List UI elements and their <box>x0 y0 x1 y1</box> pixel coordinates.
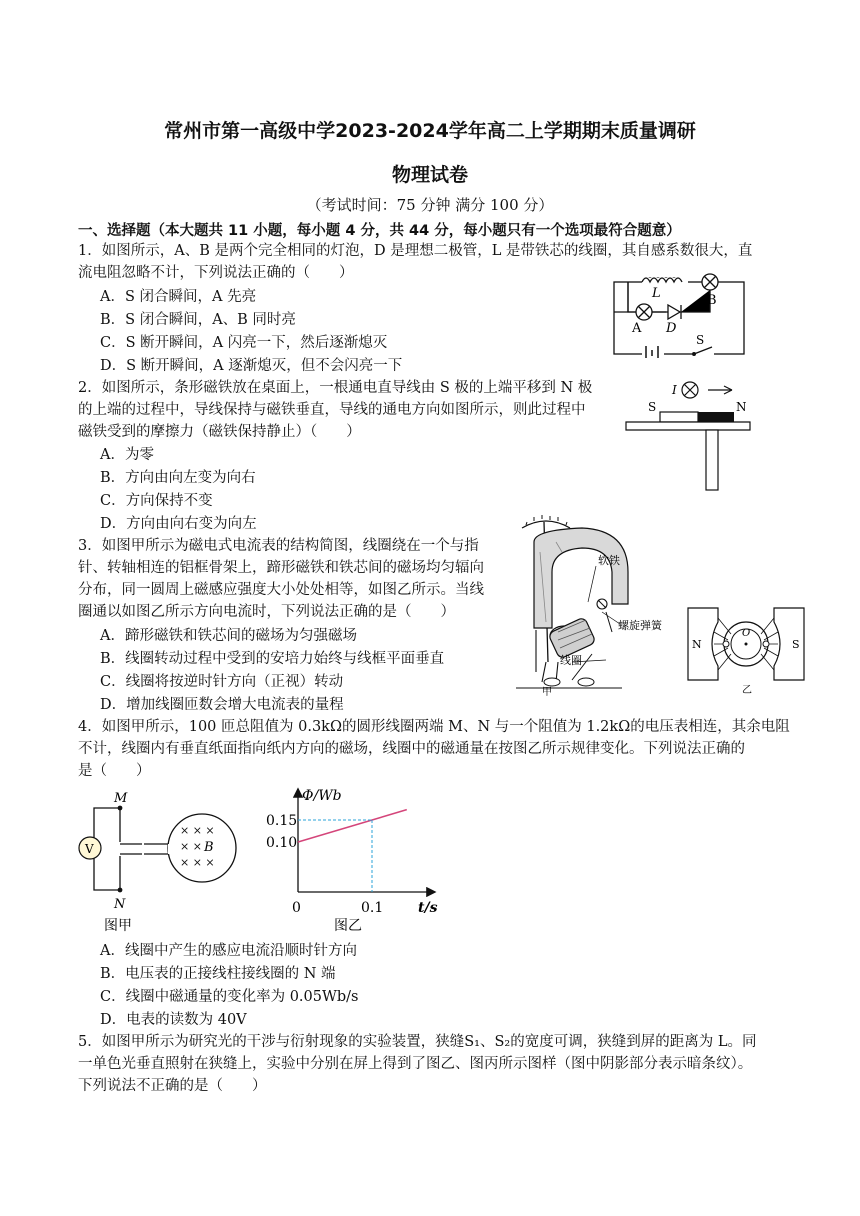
q3-label-yi: 乙 <box>742 685 752 696</box>
y-axis-label: Φ/Wb <box>302 788 342 804</box>
x-tick-label: 0 <box>292 900 301 916</box>
q2-option-a: A．为零 <box>100 447 154 463</box>
q2-line-2: 的上端的过程中，导线保持与磁铁垂直，导线的通电方向如图所示，则此过程中 <box>78 402 586 418</box>
q1-label-d: D <box>666 321 677 336</box>
q5-line-3: 下列说法不正确的是（ ） <box>78 1078 267 1094</box>
q3-label-s: S <box>792 638 800 651</box>
x-tick-label: 0.1 <box>361 900 384 916</box>
q1-option-a: A．S 闭合瞬间，A 先亮 <box>100 289 257 305</box>
q3-ammeter-figure-jia <box>512 512 682 698</box>
q4-line-2: 不计，线圈内有垂直纸面指向纸内方向的磁场，线圈中的磁通量在按图乙所示规律变化。下列说法正确的 <box>78 741 745 757</box>
q2-line-3: 磁铁受到的摩擦力（磁铁保持静止）（ ） <box>78 424 361 440</box>
q3-line-2: 针、转轴相连的铝框骨架上，蹄形磁铁和铁芯间的磁场均匀辐向 <box>78 560 484 576</box>
q2-magnet-figure <box>624 378 754 494</box>
q3-line-4: 圈通以如图乙所示方向电流时，下列说法正确的是（ ） <box>78 604 455 620</box>
q3-option-c: C．线圈将按逆时针方向（正视）转动 <box>100 674 344 690</box>
q1-option-c: C．S 断开瞬间，A 闪亮一下，然后逐渐熄灭 <box>100 335 388 351</box>
exam-info: （考试时间：75 分钟 满分 100 分） <box>306 196 554 214</box>
q4-option-d: D．电表的读数为 40V <box>100 1012 247 1028</box>
q4-label-n: N <box>114 897 126 912</box>
q3-option-d: D．增加线圈匝数会增大电流表的量程 <box>100 697 344 713</box>
svg-text:× × ×: × × × <box>180 856 215 869</box>
section-heading: 一、选择题（本大题共 11 小题，每小题 4 分，共 44 分，每小题只有一个选项最符合题意） <box>78 223 681 239</box>
q2-line-1: 2．如图所示，条形磁铁放在桌面上，一根通电直导线由 S 极的上端平移到 N 极 <box>78 380 593 396</box>
q1-option-d: D．S 断开瞬间，A 逐渐熄灭，但不会闪亮一下 <box>100 358 403 374</box>
flux-line <box>298 810 407 842</box>
q3-line-3: 分布，同一圆周上磁感应强度大小处处相等，如图乙所示。当线 <box>78 582 484 598</box>
q4-label-m: M <box>114 791 128 806</box>
q4-line-1: 4．如图甲所示，100 匝总阻值为 0.3kΩ的圆形线圈两端 M、N 与一个阻值为 1.2kΩ的电压表相连，其余电阻 <box>78 719 790 735</box>
q3-label-coil: 线圈 <box>560 654 582 667</box>
q4-option-c: C．线圈中磁通量的变化率为 0.05Wb/s <box>100 989 359 1005</box>
q2-option-d: D．方向由向右变为向左 <box>100 516 257 532</box>
q1-label-l: L <box>652 286 661 301</box>
y-tick-label: 0.15 <box>266 813 298 829</box>
q4-option-b: B．电压表的正接线柱接线圈的 N 端 <box>100 966 336 982</box>
q4-label-b: B <box>204 840 214 855</box>
q3-line-1: 3．如图甲所示为磁电式电流表的结构简图，线圈绕在一个与指 <box>78 538 479 554</box>
q2-label-n: N <box>736 400 747 414</box>
q4-option-a: A．线圈中产生的感应电流沿顺时针方向 <box>100 943 357 959</box>
q2-label-i: I <box>672 383 677 397</box>
q3-label-o: O <box>742 628 751 639</box>
q1-line-2: 流电阻忽略不计，下列说法正确的（ ） <box>78 265 354 281</box>
q3-label-soft-iron: 软铁 <box>598 554 620 567</box>
q3-label-n: N <box>692 638 702 651</box>
y-tick-label: 0.10 <box>266 835 298 851</box>
q4-label-fig-yi: 图乙 <box>334 918 362 934</box>
q3-label-jia: 甲 <box>542 687 552 698</box>
q2-label-s: S <box>648 400 657 414</box>
q4-coil-circuit-figure-jia <box>76 784 246 936</box>
q1-label-b: B <box>707 293 717 308</box>
q4-voltmeter-label: V <box>85 842 94 856</box>
svg-text:× ×: × × <box>180 840 202 853</box>
q5-line-1: 5．如图甲所示为研究光的干涉与衍射现象的实验装置，狭缝S₁、S₂的宽度可调，狭缝到屏的距离为 L。同 <box>78 1034 757 1050</box>
q1-label-a: A <box>632 321 642 336</box>
q3-radial-field-figure-yi <box>684 604 810 696</box>
paper-title: 常州市第一高级中学2023-2024学年高二上学期期末质量调研 <box>164 120 696 142</box>
q3-option-b: B．线圈转动过程中受到的安培力始终与线框平面垂直 <box>100 651 445 667</box>
paper-subtitle: 物理试卷 <box>391 164 468 186</box>
q5-line-2: 一单色光垂直照射在狭缝上，实验中分别在屏上得到了图乙、图丙所示图样（图中阴影部分表示暗条纹）。 <box>78 1056 753 1072</box>
q1-option-b: B．S 闭合瞬间，A、B 同时亮 <box>100 312 296 328</box>
q2-option-c: C．方向保持不变 <box>100 493 213 509</box>
q1-circuit-figure <box>606 266 752 360</box>
q4-label-fig-jia: 图甲 <box>104 918 132 934</box>
x-axis-label: t/s <box>418 900 438 916</box>
q2-option-b: B．方向由向左变为向右 <box>100 470 256 486</box>
q4-line-3: 是（ ） <box>78 763 151 779</box>
q4-flux-chart <box>256 784 442 936</box>
svg-text:× × ×: × × × <box>180 824 215 837</box>
q1-label-s: S <box>696 333 705 347</box>
q1-line-1: 1．如图所示，A、B 是两个完全相同的灯泡，D 是理想二极管，L 是带铁芯的线圈，其自感系数很大，直 <box>78 243 753 259</box>
q3-label-spring: 螺旋弹簧 <box>618 619 662 632</box>
q3-option-a: A．蹄形磁铁和铁芯间的磁场为匀强磁场 <box>100 628 357 644</box>
